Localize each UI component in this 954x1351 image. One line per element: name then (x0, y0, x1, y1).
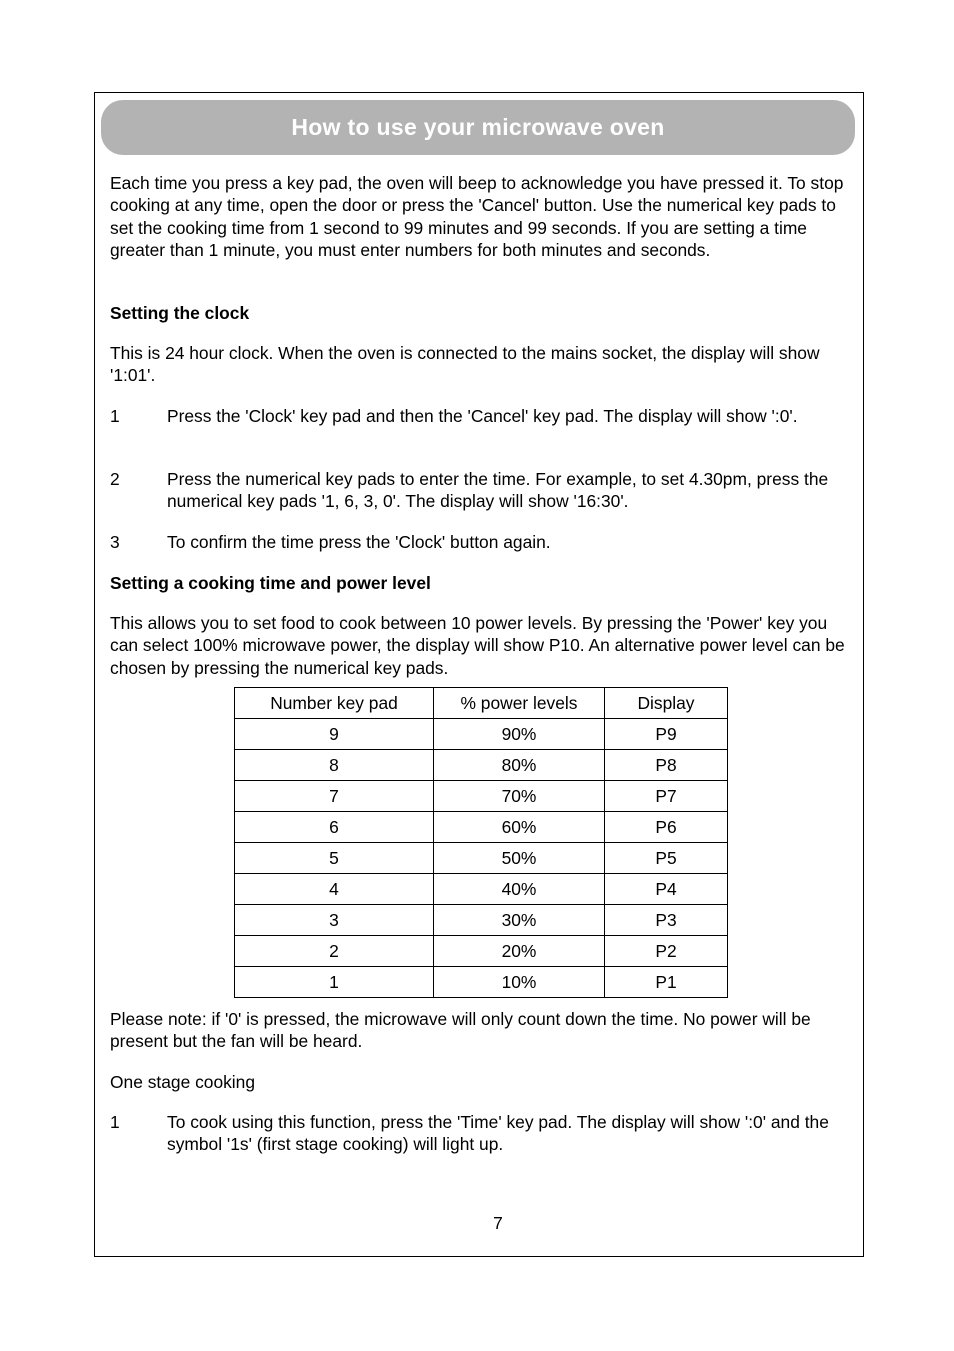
table-cell: 80% (434, 750, 605, 781)
table-row (235, 967, 728, 998)
table-cell: 2 (235, 936, 434, 967)
clock-heading: Setting the clock (110, 303, 250, 323)
table-header-row (235, 688, 728, 719)
table-cell: 90% (434, 719, 605, 750)
power-note: Please note: if '0' is pressed, the microwave will only count down the time. No power will be present but the fan will be heard. (110, 1009, 811, 1052)
column-header: Display (605, 688, 728, 719)
step-text: Press the 'Clock' key pad and then the 'Cancel' key pad. The display will show ':0'. (167, 406, 798, 426)
step-text: To cook using this function, press the 'Time' key pad. The display will show ':0' and the symbol '1s' (first stage cooking) will light up. (167, 1112, 829, 1155)
power-heading: Setting a cooking time and power level (110, 573, 431, 593)
table-cell: P7 (605, 781, 728, 812)
table-cell: 60% (434, 812, 605, 843)
table-row (235, 781, 728, 812)
table-cell: 3 (235, 905, 434, 936)
table-cell: P5 (605, 843, 728, 874)
step-number: 3 (110, 532, 120, 552)
page-title: How to use your microwave oven (291, 114, 665, 140)
table-cell: 7 (235, 781, 434, 812)
table-cell: 4 (235, 874, 434, 905)
table-cell: P3 (605, 905, 728, 936)
column-header: % power levels (434, 688, 605, 719)
table-row (235, 812, 728, 843)
table-cell: 9 (235, 719, 434, 750)
table-cell: 5 (235, 843, 434, 874)
power-level-table (234, 687, 728, 998)
table-cell: P4 (605, 874, 728, 905)
power-paragraph: This allows you to set food to cook between 10 power levels. By pressing the 'Power' key you can select 100% microwave power, the display will show P10. An alternative power level can be chosen by pressing the numerical key pads. (110, 613, 845, 678)
table-row (235, 936, 728, 967)
table-cell: 40% (434, 874, 605, 905)
table-cell: P2 (605, 936, 728, 967)
clock-paragraph: This is 24 hour clock. When the oven is connected to the mains socket, the display will show '1:01'. (110, 343, 820, 386)
table-cell: 50% (434, 843, 605, 874)
table-row (235, 750, 728, 781)
intro-paragraph: Each time you press a key pad, the oven will beep to acknowledge you have pressed it. To stop cooking at any time, open the door or press the 'Cancel' button. Use the numerical key pads to set the cooking time from 1 second to 99 minutes and 99 seconds. If you are setting a time greater than 1 minute, you must enter numbers for both minutes and seconds. (110, 173, 844, 261)
column-header: Number key pad (235, 688, 434, 719)
table-cell: 70% (434, 781, 605, 812)
table-cell: 10% (434, 967, 605, 998)
step-number: 2 (110, 469, 120, 489)
table-row (235, 719, 728, 750)
table-cell: P9 (605, 719, 728, 750)
table-row (235, 905, 728, 936)
step-number: 1 (110, 406, 120, 426)
step-text: To confirm the time press the 'Clock' button again. (167, 532, 551, 552)
table-cell: 20% (434, 936, 605, 967)
step-text: Press the numerical key pads to enter the time. For example, to set 4.30pm, press the numerical key pads '1, 6, 3, 0'. The display will show '16:30'. (167, 469, 829, 512)
page-number: 7 (493, 1213, 503, 1233)
table-cell: 8 (235, 750, 434, 781)
table-cell: P1 (605, 967, 728, 998)
table-cell: P6 (605, 812, 728, 843)
table-cell: 30% (434, 905, 605, 936)
table-cell: 6 (235, 812, 434, 843)
one-stage-heading: One stage cooking (110, 1072, 256, 1092)
table-cell: P8 (605, 750, 728, 781)
section-banner (101, 100, 855, 155)
table-row (235, 843, 728, 874)
table-cell: 1 (235, 967, 434, 998)
step-number: 1 (110, 1112, 120, 1132)
table-row (235, 874, 728, 905)
